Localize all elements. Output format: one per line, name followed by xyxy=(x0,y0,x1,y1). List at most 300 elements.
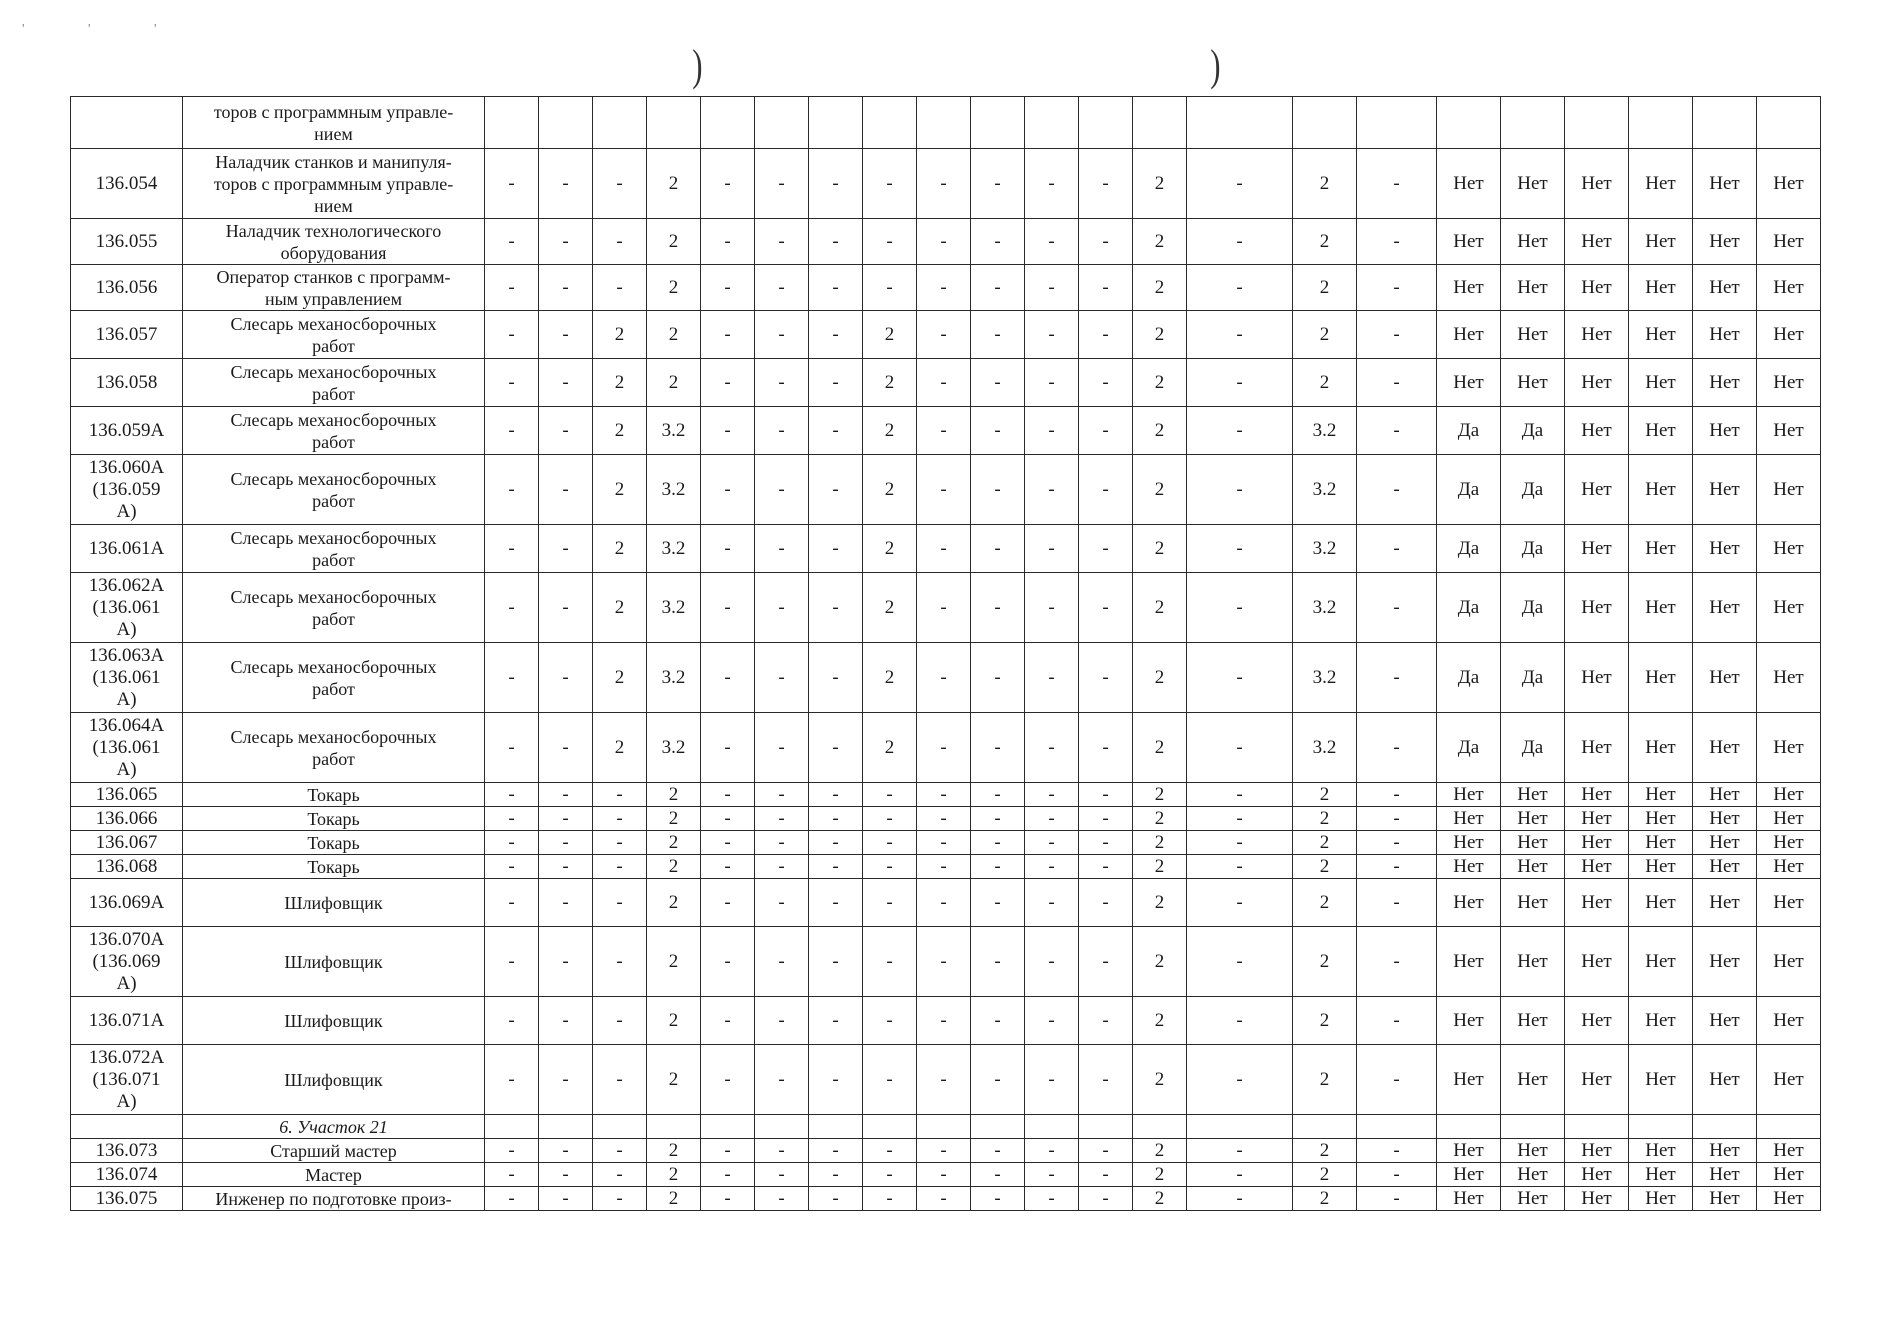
class-value-cell: - xyxy=(701,407,755,455)
yes-no-cell: Нет xyxy=(1501,831,1565,855)
yes-no-cell: Нет xyxy=(1565,927,1629,997)
job-title-cell: Слесарь механосборочных работ xyxy=(183,311,485,359)
class-value-cell: - xyxy=(1187,783,1293,807)
workplace-code-cell: 136.065 xyxy=(71,783,183,807)
class-value-cell: - xyxy=(1357,643,1437,713)
class-value-cell: - xyxy=(917,855,971,879)
class-value-cell xyxy=(917,1115,971,1139)
class-value-cell: 2 xyxy=(1133,573,1187,643)
class-value-cell: - xyxy=(971,149,1025,219)
workplace-code-cell: 136.071А xyxy=(71,997,183,1045)
yes-no-cell: Нет xyxy=(1693,573,1757,643)
table-row xyxy=(71,573,1821,643)
job-title-cell: Шлифовщик xyxy=(183,927,485,997)
class-value-cell: - xyxy=(1187,311,1293,359)
job-title-cell: Наладчик станков и манипуля- торов с программным управле- нием xyxy=(183,149,485,219)
table-row xyxy=(71,1163,1821,1187)
class-value-cell: - xyxy=(971,407,1025,455)
class-value-cell: - xyxy=(1025,643,1079,713)
class-value-cell: - xyxy=(971,455,1025,525)
class-value-cell: 2 xyxy=(1133,807,1187,831)
class-value-cell: - xyxy=(1079,525,1133,573)
yes-no-cell: Нет xyxy=(1565,879,1629,927)
workplace-code-cell: 136.064А (136.061 А) xyxy=(71,713,183,783)
job-title-cell: Токарь xyxy=(183,807,485,831)
class-value-cell: - xyxy=(593,1163,647,1187)
class-value-cell: 2 xyxy=(1293,783,1357,807)
class-value-cell xyxy=(755,97,809,149)
class-value-cell xyxy=(1079,97,1133,149)
yes-no-cell: Нет xyxy=(1693,1163,1757,1187)
job-title-cell: торов с программным управле- нием xyxy=(183,97,485,149)
table-row xyxy=(71,879,1821,927)
yes-no-cell: Нет xyxy=(1501,807,1565,831)
class-value-cell: - xyxy=(701,997,755,1045)
yes-no-cell: Да xyxy=(1501,455,1565,525)
class-value-cell: 2 xyxy=(863,359,917,407)
class-value-cell: - xyxy=(701,713,755,783)
table-row xyxy=(71,359,1821,407)
class-value-cell: - xyxy=(809,927,863,997)
workplace-code-cell: 136.067 xyxy=(71,831,183,855)
yes-no-cell: Нет xyxy=(1693,927,1757,997)
yes-no-cell: Нет xyxy=(1757,311,1821,359)
class-value-cell: - xyxy=(1079,855,1133,879)
class-value-cell: - xyxy=(755,879,809,927)
yes-no-cell: Нет xyxy=(1629,149,1693,219)
class-value-cell: - xyxy=(539,455,593,525)
yes-no-cell xyxy=(1501,1115,1565,1139)
class-value-cell: - xyxy=(971,783,1025,807)
class-value-cell: - xyxy=(971,573,1025,643)
class-value-cell xyxy=(1079,1115,1133,1139)
class-value-cell xyxy=(1133,97,1187,149)
class-value-cell: - xyxy=(809,1139,863,1163)
class-value-cell: - xyxy=(809,643,863,713)
class-value-cell: - xyxy=(701,149,755,219)
yes-no-cell: Нет xyxy=(1565,1045,1629,1115)
class-value-cell: 2 xyxy=(1133,1045,1187,1115)
class-value-cell: - xyxy=(485,879,539,927)
class-value-cell: - xyxy=(485,525,539,573)
table-row xyxy=(71,311,1821,359)
class-value-cell: - xyxy=(485,359,539,407)
table-row xyxy=(71,219,1821,265)
class-value-cell: - xyxy=(701,1163,755,1187)
class-value-cell xyxy=(1357,1115,1437,1139)
class-value-cell: 3.2 xyxy=(647,713,701,783)
class-value-cell: - xyxy=(1079,927,1133,997)
class-value-cell: - xyxy=(1079,1139,1133,1163)
workplace-code-cell: 136.062А (136.061 А) xyxy=(71,573,183,643)
class-value-cell: - xyxy=(701,525,755,573)
class-value-cell: - xyxy=(755,783,809,807)
yes-no-cell: Нет xyxy=(1693,407,1757,455)
class-value-cell: - xyxy=(701,879,755,927)
class-value-cell: - xyxy=(485,997,539,1045)
yes-no-cell: Да xyxy=(1437,455,1501,525)
class-value-cell: 2 xyxy=(593,455,647,525)
class-value-cell: - xyxy=(809,831,863,855)
class-value-cell: - xyxy=(1079,783,1133,807)
yes-no-cell: Нет xyxy=(1565,265,1629,311)
yes-no-cell: Нет xyxy=(1629,783,1693,807)
yes-no-cell: Нет xyxy=(1693,1045,1757,1115)
class-value-cell: - xyxy=(1357,265,1437,311)
class-value-cell: 2 xyxy=(863,573,917,643)
yes-no-cell: Нет xyxy=(1757,1139,1821,1163)
class-value-cell: - xyxy=(755,359,809,407)
yes-no-cell: Нет xyxy=(1437,311,1501,359)
class-value-cell: 2 xyxy=(647,997,701,1045)
class-value-cell: 2 xyxy=(1133,783,1187,807)
class-value-cell: - xyxy=(485,807,539,831)
class-value-cell xyxy=(1357,97,1437,149)
class-value-cell: 3.2 xyxy=(647,455,701,525)
class-value-cell: - xyxy=(863,1045,917,1115)
class-value-cell: - xyxy=(593,1187,647,1211)
class-value-cell: - xyxy=(971,1163,1025,1187)
class-value-cell: - xyxy=(593,1045,647,1115)
table-row xyxy=(71,783,1821,807)
yes-no-cell: Нет xyxy=(1437,997,1501,1045)
class-value-cell: - xyxy=(971,807,1025,831)
yes-no-cell: Нет xyxy=(1565,455,1629,525)
table-row xyxy=(71,997,1821,1045)
class-value-cell: - xyxy=(701,359,755,407)
table-row xyxy=(71,407,1821,455)
job-title-cell: Слесарь механосборочных работ xyxy=(183,643,485,713)
class-value-cell: 3.2 xyxy=(1293,525,1357,573)
class-value-cell: - xyxy=(1025,855,1079,879)
class-value-cell: 2 xyxy=(647,807,701,831)
class-value-cell: - xyxy=(1079,265,1133,311)
hole-punch-mark-left: ) xyxy=(692,41,703,90)
class-value-cell: 2 xyxy=(1133,1139,1187,1163)
yes-no-cell: Нет xyxy=(1501,997,1565,1045)
class-value-cell: - xyxy=(1079,1045,1133,1115)
workplace-code-cell: 136.070А (136.069 А) xyxy=(71,927,183,997)
yes-no-cell xyxy=(1565,97,1629,149)
class-value-cell: - xyxy=(809,879,863,927)
class-value-cell: - xyxy=(485,643,539,713)
workplace-code-cell: 136.069А xyxy=(71,879,183,927)
workplace-code-cell: 136.074 xyxy=(71,1163,183,1187)
class-value-cell: - xyxy=(809,1163,863,1187)
workplace-code-cell: 136.066 xyxy=(71,807,183,831)
class-value-cell: - xyxy=(1357,879,1437,927)
class-value-cell: - xyxy=(971,359,1025,407)
class-value-cell: - xyxy=(1357,407,1437,455)
class-value-cell: - xyxy=(485,311,539,359)
class-value-cell: 2 xyxy=(593,407,647,455)
job-title-cell: Слесарь механосборочных работ xyxy=(183,359,485,407)
yes-no-cell: Нет xyxy=(1629,807,1693,831)
yes-no-cell: Нет xyxy=(1565,407,1629,455)
class-value-cell: - xyxy=(917,525,971,573)
class-value-cell: - xyxy=(539,359,593,407)
class-value-cell: 2 xyxy=(863,643,917,713)
class-value-cell xyxy=(1025,97,1079,149)
yes-no-cell: Нет xyxy=(1565,525,1629,573)
class-value-cell: - xyxy=(1025,927,1079,997)
class-value-cell: - xyxy=(485,455,539,525)
class-value-cell: - xyxy=(809,149,863,219)
yes-no-cell xyxy=(1693,1115,1757,1139)
class-value-cell: - xyxy=(863,1163,917,1187)
yes-no-cell: Нет xyxy=(1501,783,1565,807)
class-value-cell: - xyxy=(755,1163,809,1187)
class-value-cell: 2 xyxy=(647,1187,701,1211)
workplace-code-cell: 136.075 xyxy=(71,1187,183,1211)
class-value-cell: - xyxy=(863,879,917,927)
class-value-cell: - xyxy=(539,1139,593,1163)
class-value-cell: - xyxy=(1187,1139,1293,1163)
class-value-cell: - xyxy=(539,879,593,927)
class-value-cell: - xyxy=(593,219,647,265)
class-value-cell: - xyxy=(863,807,917,831)
class-value-cell: - xyxy=(701,1045,755,1115)
class-value-cell: - xyxy=(1079,997,1133,1045)
workplace-code-cell: 136.068 xyxy=(71,855,183,879)
class-value-cell: - xyxy=(1025,311,1079,359)
job-title-cell: Шлифовщик xyxy=(183,879,485,927)
class-value-cell: - xyxy=(1187,359,1293,407)
class-value-cell: 2 xyxy=(647,1045,701,1115)
class-value-cell: 2 xyxy=(647,831,701,855)
class-value-cell: - xyxy=(1357,1139,1437,1163)
class-value-cell: - xyxy=(485,1139,539,1163)
class-value-cell: 2 xyxy=(1293,879,1357,927)
yes-no-cell: Нет xyxy=(1501,359,1565,407)
class-value-cell: 2 xyxy=(1293,359,1357,407)
yes-no-cell xyxy=(1437,97,1501,149)
class-value-cell: - xyxy=(971,927,1025,997)
class-value-cell: - xyxy=(1025,1187,1079,1211)
yes-no-cell: Нет xyxy=(1565,855,1629,879)
job-title-cell: Слесарь механосборочных работ xyxy=(183,407,485,455)
class-value-cell: - xyxy=(539,311,593,359)
table-row xyxy=(71,643,1821,713)
class-value-cell: - xyxy=(809,525,863,573)
yes-no-cell: Нет xyxy=(1757,1163,1821,1187)
table-row xyxy=(71,1187,1821,1211)
yes-no-cell: Нет xyxy=(1501,927,1565,997)
class-value-cell: 2 xyxy=(1133,997,1187,1045)
yes-no-cell: Нет xyxy=(1693,1139,1757,1163)
yes-no-cell: Нет xyxy=(1437,1045,1501,1115)
yes-no-cell: Нет xyxy=(1501,1045,1565,1115)
class-value-cell: - xyxy=(809,807,863,831)
class-value-cell: - xyxy=(917,573,971,643)
yes-no-cell xyxy=(1757,97,1821,149)
class-value-cell: - xyxy=(1187,455,1293,525)
yes-no-cell: Нет xyxy=(1629,713,1693,783)
class-value-cell: - xyxy=(755,455,809,525)
class-value-cell: 2 xyxy=(1293,265,1357,311)
yes-no-cell: Нет xyxy=(1565,311,1629,359)
workplace-code-cell: 136.060А (136.059 А) xyxy=(71,455,183,525)
job-title-cell: Токарь xyxy=(183,783,485,807)
yes-no-cell: Нет xyxy=(1437,1139,1501,1163)
class-value-cell: - xyxy=(701,855,755,879)
class-value-cell: - xyxy=(1357,713,1437,783)
yes-no-cell: Нет xyxy=(1693,219,1757,265)
yes-no-cell: Нет xyxy=(1693,149,1757,219)
yes-no-cell xyxy=(1629,1115,1693,1139)
class-value-cell: - xyxy=(1025,359,1079,407)
class-value-cell: - xyxy=(863,927,917,997)
yes-no-cell: Нет xyxy=(1501,149,1565,219)
table-row xyxy=(71,525,1821,573)
yes-no-cell: Нет xyxy=(1629,219,1693,265)
class-value-cell: 2 xyxy=(1293,219,1357,265)
class-value-cell: - xyxy=(485,713,539,783)
class-value-cell: - xyxy=(593,783,647,807)
class-value-cell: - xyxy=(485,927,539,997)
class-value-cell: - xyxy=(809,1187,863,1211)
class-value-cell: 3.2 xyxy=(647,407,701,455)
class-value-cell: - xyxy=(539,783,593,807)
class-value-cell xyxy=(863,97,917,149)
class-value-cell: 2 xyxy=(1293,831,1357,855)
class-value-cell xyxy=(917,97,971,149)
class-value-cell: 2 xyxy=(1293,855,1357,879)
class-value-cell: - xyxy=(1357,1187,1437,1211)
class-value-cell: - xyxy=(1357,807,1437,831)
class-value-cell: 2 xyxy=(593,359,647,407)
class-value-cell: - xyxy=(1357,359,1437,407)
class-value-cell xyxy=(1187,97,1293,149)
class-value-cell: - xyxy=(485,265,539,311)
class-value-cell: 2 xyxy=(1293,1139,1357,1163)
yes-no-cell: Нет xyxy=(1437,149,1501,219)
class-value-cell: - xyxy=(917,807,971,831)
table-row xyxy=(71,1045,1821,1115)
class-value-cell xyxy=(1133,1115,1187,1139)
job-title-cell: Слесарь механосборочных работ xyxy=(183,573,485,643)
document-table xyxy=(70,96,1821,1211)
class-value-cell: - xyxy=(593,807,647,831)
class-value-cell: - xyxy=(809,713,863,783)
class-value-cell: - xyxy=(1187,149,1293,219)
workplace-code-cell: 136.055 xyxy=(71,219,183,265)
yes-no-cell: Нет xyxy=(1437,783,1501,807)
class-value-cell: - xyxy=(863,219,917,265)
class-value-cell xyxy=(647,1115,701,1139)
class-value-cell: - xyxy=(809,455,863,525)
class-value-cell xyxy=(485,97,539,149)
class-value-cell: 2 xyxy=(863,525,917,573)
class-value-cell: - xyxy=(539,997,593,1045)
class-value-cell: - xyxy=(917,1187,971,1211)
yes-no-cell: Нет xyxy=(1629,525,1693,573)
class-value-cell: - xyxy=(1025,265,1079,311)
class-value-cell: 2 xyxy=(647,1163,701,1187)
class-value-cell: - xyxy=(917,359,971,407)
class-value-cell: - xyxy=(971,713,1025,783)
yes-no-cell: Да xyxy=(1437,525,1501,573)
class-value-cell: - xyxy=(863,265,917,311)
yes-no-cell: Нет xyxy=(1565,783,1629,807)
yes-no-cell: Нет xyxy=(1565,807,1629,831)
yes-no-cell: Нет xyxy=(1629,879,1693,927)
class-value-cell: - xyxy=(485,1045,539,1115)
class-value-cell: - xyxy=(539,525,593,573)
table-body xyxy=(71,97,1821,1211)
class-value-cell: 2 xyxy=(1293,149,1357,219)
yes-no-cell: Нет xyxy=(1757,643,1821,713)
class-value-cell: - xyxy=(539,855,593,879)
class-value-cell: - xyxy=(1079,219,1133,265)
job-title-cell: Шлифовщик xyxy=(183,997,485,1045)
class-value-cell: - xyxy=(917,407,971,455)
class-value-cell: 2 xyxy=(1133,359,1187,407)
yes-no-cell: Нет xyxy=(1501,879,1565,927)
yes-no-cell: Нет xyxy=(1629,265,1693,311)
job-title-cell: Мастер xyxy=(183,1163,485,1187)
class-value-cell: - xyxy=(755,807,809,831)
class-value-cell: - xyxy=(755,1045,809,1115)
class-value-cell: - xyxy=(1357,1163,1437,1187)
yes-no-cell: Нет xyxy=(1629,831,1693,855)
class-value-cell: 3.2 xyxy=(1293,643,1357,713)
yes-no-cell: Нет xyxy=(1757,573,1821,643)
yes-no-cell: Нет xyxy=(1757,525,1821,573)
yes-no-cell: Нет xyxy=(1629,997,1693,1045)
section-title-cell: 6. Участок 21 xyxy=(183,1115,485,1139)
class-value-cell: - xyxy=(755,1139,809,1163)
class-value-cell: - xyxy=(1079,455,1133,525)
class-value-cell: - xyxy=(917,783,971,807)
yes-no-cell: Нет xyxy=(1757,879,1821,927)
class-value-cell: - xyxy=(1025,573,1079,643)
class-value-cell: - xyxy=(1025,1163,1079,1187)
class-value-cell: - xyxy=(1357,149,1437,219)
class-value-cell xyxy=(863,1115,917,1139)
yes-no-cell: Нет xyxy=(1501,311,1565,359)
class-value-cell xyxy=(1293,1115,1357,1139)
class-value-cell: - xyxy=(917,311,971,359)
yes-no-cell: Нет xyxy=(1437,359,1501,407)
class-value-cell: - xyxy=(1187,997,1293,1045)
yes-no-cell: Нет xyxy=(1565,1163,1629,1187)
workplace-code-cell xyxy=(71,97,183,149)
class-value-cell: - xyxy=(1025,1139,1079,1163)
yes-no-cell: Нет xyxy=(1437,1187,1501,1211)
class-value-cell: - xyxy=(701,1187,755,1211)
table-row xyxy=(71,97,1821,149)
yes-no-cell: Нет xyxy=(1437,927,1501,997)
class-value-cell: - xyxy=(1187,1045,1293,1115)
class-value-cell: 2 xyxy=(647,1139,701,1163)
class-value-cell xyxy=(971,97,1025,149)
yes-no-cell: Нет xyxy=(1629,1163,1693,1187)
class-value-cell: - xyxy=(539,1045,593,1115)
class-value-cell: - xyxy=(1025,455,1079,525)
class-value-cell: - xyxy=(1079,807,1133,831)
workplace-code-cell xyxy=(71,1115,183,1139)
class-value-cell: - xyxy=(485,1187,539,1211)
yes-no-cell: Нет xyxy=(1757,407,1821,455)
yes-no-cell xyxy=(1501,97,1565,149)
yes-no-cell: Нет xyxy=(1629,927,1693,997)
class-value-cell: - xyxy=(1187,831,1293,855)
class-value-cell: - xyxy=(755,525,809,573)
yes-no-cell: Нет xyxy=(1693,713,1757,783)
class-value-cell: - xyxy=(1357,927,1437,997)
class-value-cell: - xyxy=(593,265,647,311)
